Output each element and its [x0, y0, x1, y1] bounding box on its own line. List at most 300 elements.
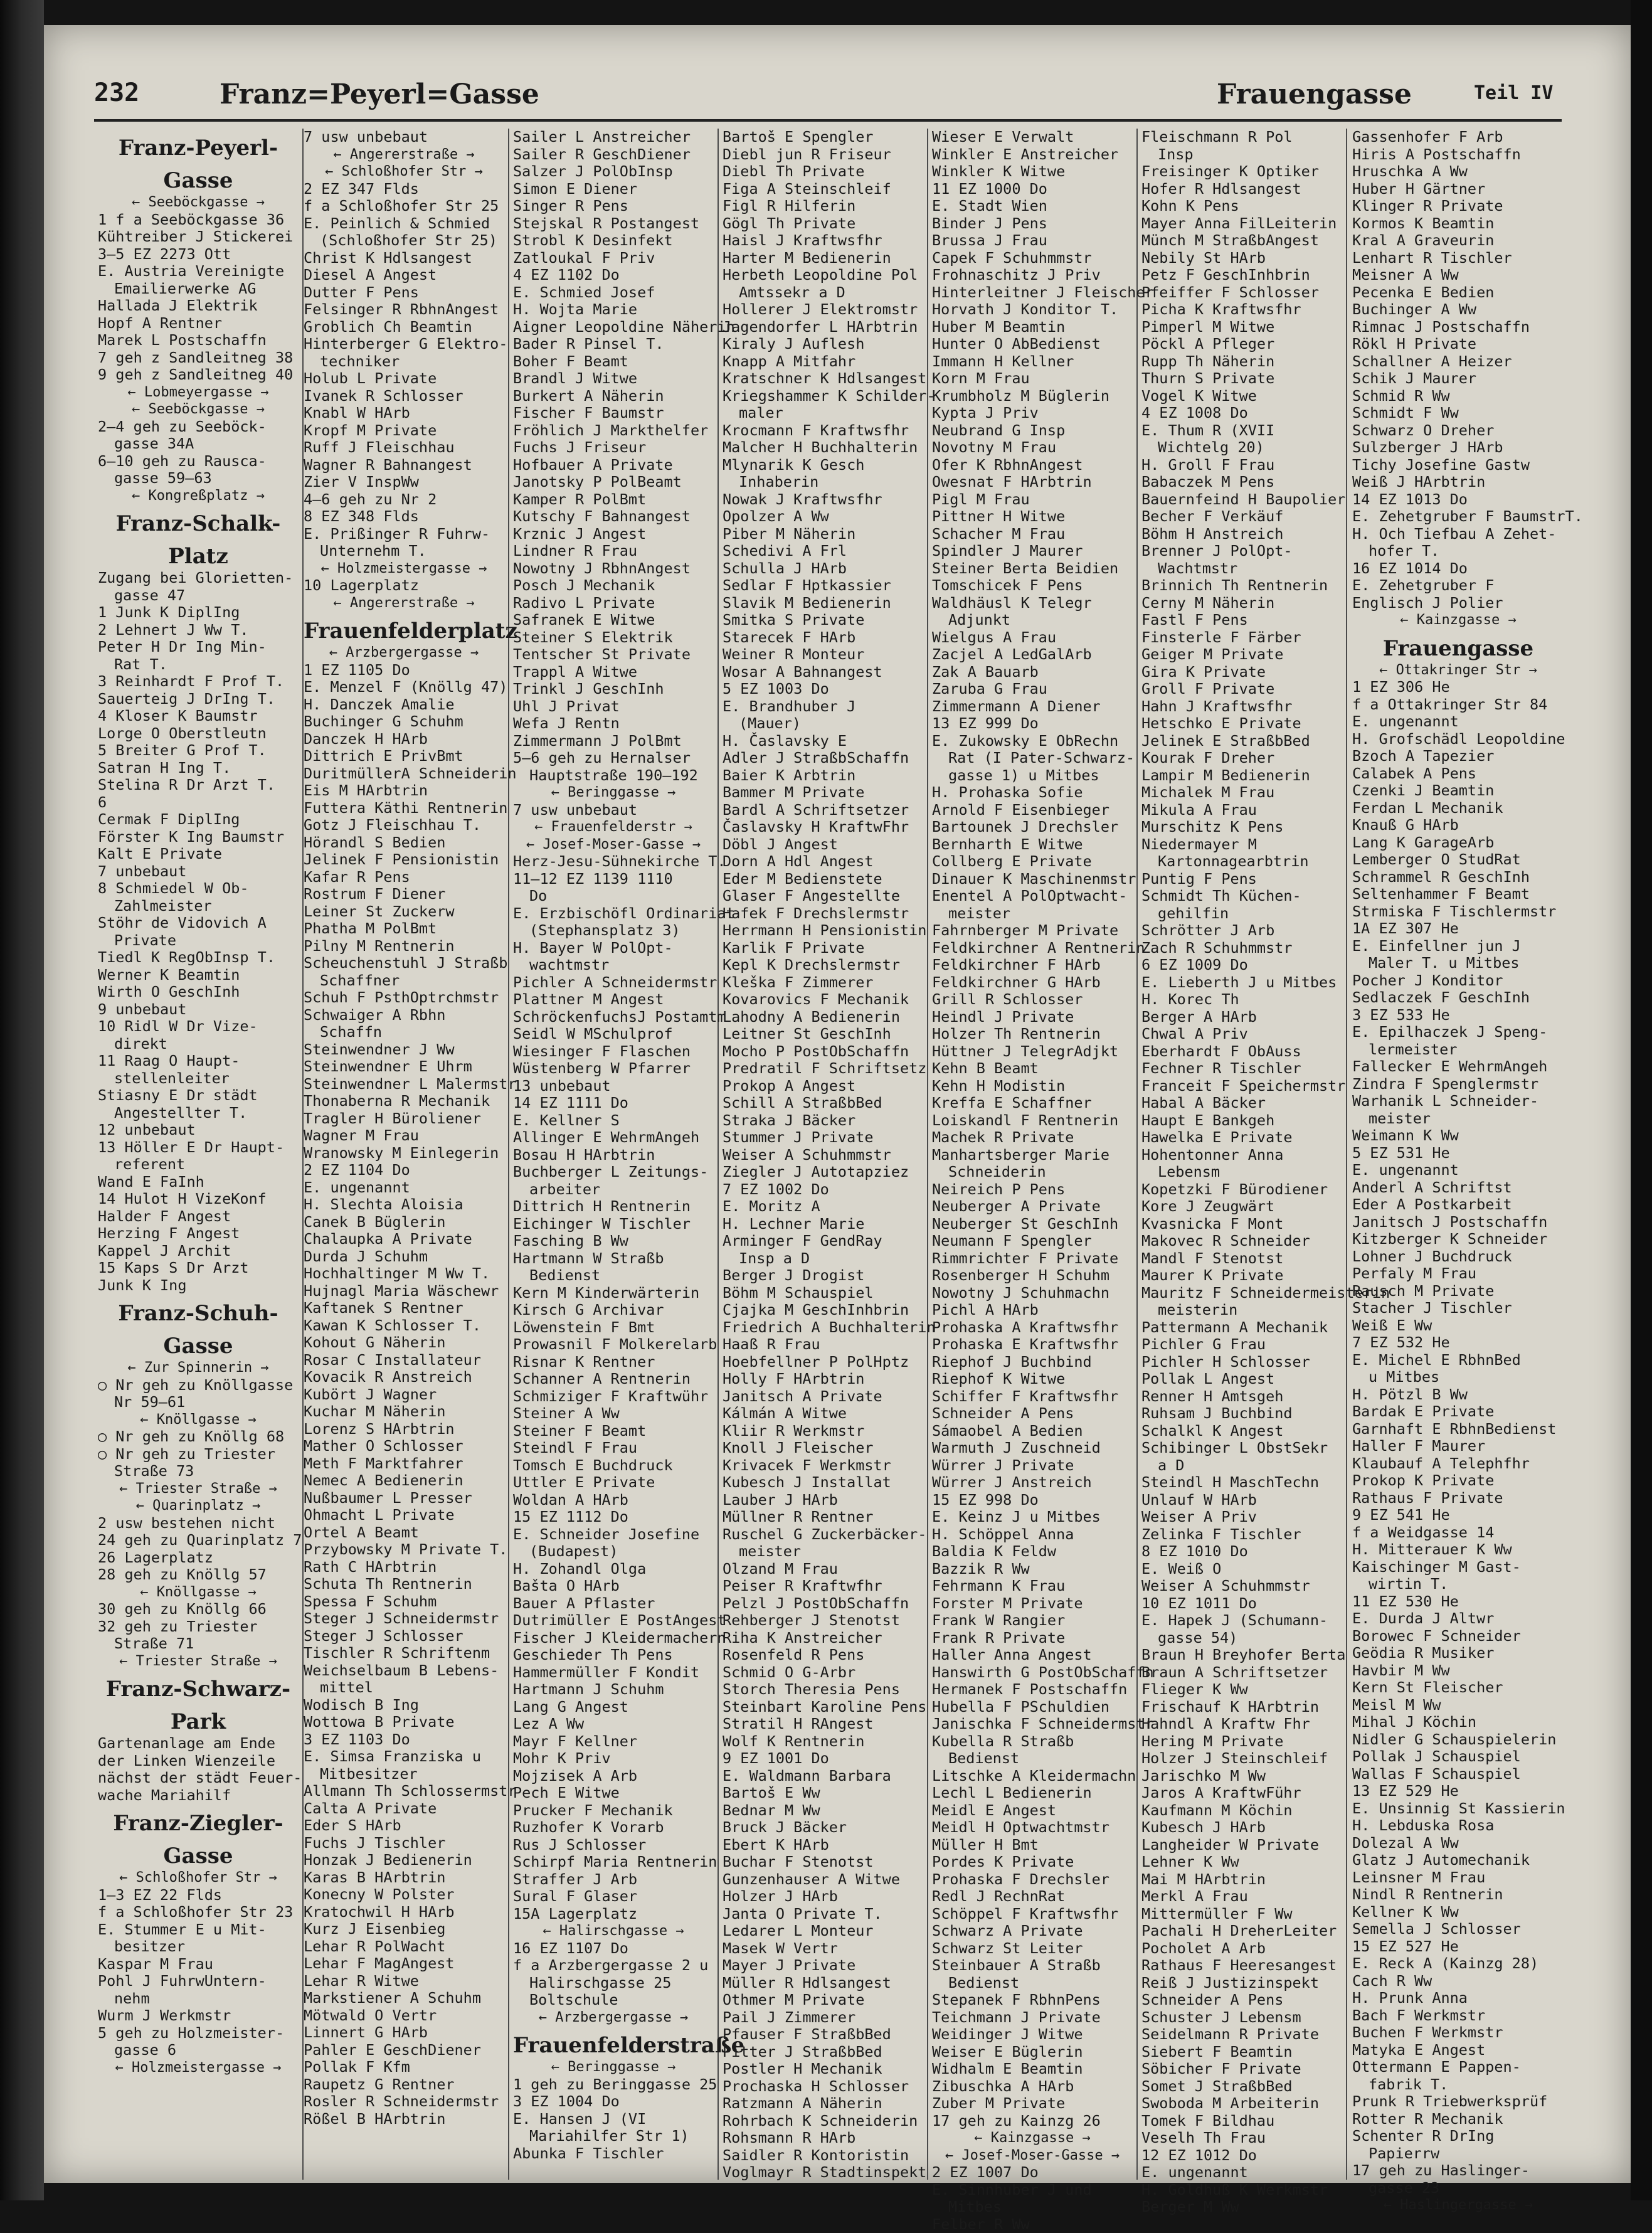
entry-line: Kiraly J Auflesh [723, 336, 923, 353]
entry-line: Kepl K Drechslermstr [723, 957, 923, 974]
entry-line: Pohl J FuhrwUntern- [98, 1973, 299, 1990]
entry-line: Lehner K Ww [1141, 1854, 1342, 1871]
entry-line: Ofer K RbhnAngest [932, 457, 1133, 474]
directory-column [1138, 129, 1347, 2180]
entry-line: Huber M Beamtin [932, 319, 1133, 336]
entry-line: Lehar R Witwe [304, 1973, 504, 1990]
entry-line: 8 Schmiedel W Ob- [98, 880, 299, 898]
entry-line: 30 geh zu Knöllg 66 [98, 1601, 299, 1618]
entry-line: Jaros A KraftwFühr [1141, 1785, 1342, 1802]
entry-line: Zibuschka A HArb [932, 2078, 1133, 2096]
entry-line: Piber M Näherin [723, 526, 923, 543]
entry-line: H. Časlavsky E [723, 733, 923, 750]
entry-line: Hermanek F Postschaffn [932, 1681, 1133, 1699]
entry-line: Zimmermann A Diener [932, 698, 1133, 716]
entry-line: Becher F Verkäuf [1141, 508, 1342, 526]
entry-line: Ottermann E Pappen- [1352, 2059, 1564, 2076]
entry-line: Eis M HArbtrin [304, 782, 504, 800]
entry-line: Sural F Glaser [513, 1888, 714, 1906]
entry-line: Karlik F Private [723, 940, 923, 957]
entry-line: Emailierwerke AG [98, 280, 299, 298]
entry-line: Puntig F Pens [1141, 871, 1342, 888]
cross-street: ← Schloßhofer Str → [304, 163, 504, 181]
entry-line: Tentscher St Private [513, 646, 714, 664]
entry-line: Steiner A Ww [513, 1405, 714, 1423]
entry-line: Inhaberin [723, 474, 923, 491]
entry-line: Owesnat F HArbtrin [932, 474, 1133, 491]
entry-line: Kreffa E Schaffner [932, 1095, 1133, 1112]
entry-line: Nowotny J RbhnAngest [513, 560, 714, 578]
entry-line: H. Lebduska Rosa [1352, 1817, 1564, 1835]
entry-line: Eder A Postkarbeit [1352, 1196, 1564, 1214]
entry-line: Zaruba G Frau [932, 681, 1133, 698]
entry-line: 10 EZ 1011 Do [1141, 1595, 1342, 1613]
entry-line: Kratochwil H HArb [304, 1904, 504, 1921]
entry-line: 4 EZ 1102 Do [513, 267, 714, 284]
entry-line: Schirpf Maria Rentnerin [513, 1854, 714, 1871]
entry-line: Mikula A Frau [1141, 802, 1342, 819]
entry-line: Lohner J Buchdruck [1352, 1248, 1564, 1266]
entry-line: 1A EZ 307 He [1352, 920, 1564, 938]
entry-line: Leiner St Zuckerw [304, 903, 504, 921]
entry-line: Haaß R Frau [723, 1336, 923, 1354]
entry-line: Unternehm T. [304, 543, 504, 560]
entry-line: Bruck J Bäcker [723, 1819, 923, 1837]
entry-line: Kohn K Pens [1141, 198, 1342, 215]
entry-line: Bzoch A Tapezier [1352, 748, 1564, 765]
entry-line: Pech E Witwe [513, 1785, 714, 1802]
entry-line: 7 EZ 532 He [1352, 1334, 1564, 1352]
entry-line: Amtssekr a D [723, 284, 923, 302]
entry-line: 2 EZ 347 Flds [304, 181, 504, 198]
entry-line: Finsterle F Färber [1141, 629, 1342, 647]
entry-line: Janotsky P PolBeamt [513, 474, 714, 491]
entry-line: E. Thum R (XVII [1141, 422, 1342, 440]
entry-line: Schenter R DrIng [1352, 2128, 1564, 2145]
entry-line: Schik J Maurer [1352, 370, 1564, 388]
entry-line: nehm [98, 1990, 299, 2008]
entry-line: Kleška F Zimmerer [723, 974, 923, 992]
entry-line: Janta O Private T. [723, 1906, 923, 1923]
street-heading: Gasse [98, 1333, 299, 1359]
entry-line: Bauer A Pflaster [513, 1595, 714, 1613]
entry-line: Manhartsberger Marie [932, 1147, 1133, 1164]
entry-line: Schrammel R GeschInh [1352, 869, 1564, 886]
entry-line: Nebily St HArb [1141, 250, 1342, 267]
entry-line: Prohaska E Kraftwsfhr [932, 1336, 1133, 1354]
entry-line: Steindl H MaschTechn [1141, 1474, 1342, 1492]
entry-line: Pitter J StraßbBed [723, 2044, 923, 2061]
entry-line: 2—4 geh zu Seeböck- [98, 418, 299, 436]
entry-line: u Mitbes [1352, 1369, 1564, 1386]
entry-line: E. Simsa Franziska u [304, 1748, 504, 1766]
entry-line: H. Zohandl Olga [513, 1561, 714, 1578]
entry-line: Rohrbach K Schneiderin [723, 2113, 923, 2130]
entry-line: Baier K Arbtrin [723, 767, 923, 785]
entry-line: 1 EZ 1105 Do [304, 662, 504, 679]
entry-line: Machek R Private [932, 1129, 1133, 1147]
entry-line: Wielgus A Frau [932, 629, 1133, 647]
entry-line: Bardl A Schriftsetzer [723, 802, 923, 819]
entry-line: Holzer Th Rentnerin [932, 1026, 1133, 1043]
entry-line: Berger M Ww [1141, 2199, 1342, 2216]
entry-line: 7 EZ 1002 Do [723, 1181, 923, 1199]
entry-line: 11 EZ 1000 Do [932, 181, 1133, 198]
entry-line: Kvasnicka F Mont [1141, 1216, 1342, 1233]
entry-line: Hiris A Postschaffn [1352, 146, 1564, 164]
entry-line: Michalek M Frau [1141, 784, 1342, 802]
entry-line: Gira K Private [1141, 664, 1342, 681]
entry-line: meister [723, 1543, 923, 1561]
entry-line: H. Goldhuß K Werkmstr [1141, 2182, 1342, 2199]
entry-line: Würrer J Anstreich [932, 1474, 1133, 1492]
entry-line: E. Kellner S [513, 1112, 714, 1130]
entry-line: Tragler H Büroliener [304, 1110, 504, 1128]
entry-line: Mitbes [932, 2199, 1133, 2216]
entry-line: Riephof K Witwe [932, 1371, 1133, 1388]
entry-line: Aigner Leopoldine Näherin [513, 319, 714, 336]
cross-street: ← Holzmeistergasse → [98, 2059, 299, 2077]
entry-line: 8 EZ 1010 Do [1141, 1543, 1342, 1561]
entry-line: Fuchs J Tischler [304, 1835, 504, 1852]
entry-line: Futtera Käthi Rentnerin [304, 800, 504, 817]
entry-line: E. Epilhaczek J Speng- [1352, 1024, 1564, 1041]
entry-line: Kore J Zeugwärt [1141, 1198, 1342, 1216]
entry-line: Lauber J HArb [723, 1492, 923, 1509]
entry-line: Stepanek F RbhnPens [932, 1992, 1133, 2009]
entry-line: Klaubauf A Telephfhr [1352, 1455, 1564, 1473]
entry-line: Stacher J Tischler [1352, 1300, 1564, 1317]
entry-line: Pecenka E Bedien [1352, 284, 1564, 302]
entry-line: Dutrimüller E PostAngest [513, 1612, 714, 1630]
entry-line: (Schloßhofer Str 25) [304, 232, 504, 250]
entry-line: 8 EZ 348 Flds [304, 508, 504, 526]
entry-line: Dolezal A Ww [1352, 1835, 1564, 1852]
entry-line: Pollak F Kfm [304, 2059, 504, 2076]
entry-line: Hujnagl Maria Wäschewr [304, 1283, 504, 1300]
entry-line: Burkert A Näherin [513, 388, 714, 405]
entry-line: gasse 1) u Mitbes [932, 767, 1133, 785]
entry-line: Prunk R Triebwerksprüf [1352, 2093, 1564, 2111]
entry-line: Kuchar M Näherin [304, 1403, 504, 1421]
entry-line: Ruff J Fleischhau [304, 439, 504, 457]
entry-line: Steinbauer A Straßb [932, 1957, 1133, 1975]
entry-line: Thonaberna R Mechanik [304, 1093, 504, 1110]
entry-line: Ivanek R Schlosser [304, 388, 504, 405]
entry-line: Stejskal R Postangest [513, 215, 714, 233]
entry-line: f a Ottakringer Str 84 [1352, 696, 1564, 714]
entry-line: Geschieder Th Pens [513, 1647, 714, 1664]
entry-line: Grill R Schlosser [932, 991, 1133, 1009]
entry-line: Buchen F Werkmstr [1352, 2024, 1564, 2042]
entry-line: Hörandl S Bedien [304, 834, 504, 852]
entry-line: Fallecker E WehrmAngeh [1352, 1058, 1564, 1076]
entry-line: Chalaupka A Private [304, 1231, 504, 1248]
entry-line: Herrmann H Pensionistin [723, 922, 923, 940]
entry-line: Mather O Schlosser [304, 1438, 504, 1455]
entry-line: Knapp A Mitfahr [723, 353, 923, 371]
entry-line: Kartonnagearbtrin [1141, 853, 1342, 871]
entry-line: Pail J Zimmerer [723, 2009, 923, 2027]
entry-line: Sailer R GeschDiener [513, 146, 714, 164]
entry-line: E. Stummer E u Mit- [98, 1921, 299, 1939]
entry-line: Kormos K Beamtin [1352, 215, 1564, 233]
entry-line: 15 Kaps S Dr Arzt [98, 1260, 299, 1277]
entry-line: Straße 71 [98, 1635, 299, 1653]
entry-line: Schmiziger F Kraftwühr [513, 1388, 714, 1406]
entry-line: Tomschicek F Pens [932, 577, 1133, 595]
entry-line: Murschitz K Pens [1141, 819, 1342, 836]
cross-street: ← Arzbergergasse → [513, 2009, 714, 2027]
entry-line: gasse 59—63 [98, 470, 299, 487]
entry-line: Kalt E Private [98, 846, 299, 863]
entry-line: Plattner M Angest [513, 991, 714, 1009]
entry-line: 3 EZ 1004 Do [513, 2093, 714, 2111]
entry-line: Bardak E Private [1352, 1403, 1564, 1421]
entry-line: Linnert G HArb [304, 2024, 504, 2042]
entry-line: Veselh Th Frau [1141, 2130, 1342, 2147]
entry-line: H. Bayer W PolOpt- [513, 940, 714, 957]
entry-line: 5—6 geh zu Hernalser [513, 750, 714, 767]
entry-line: 7 usw unbebaut [304, 129, 504, 146]
entry-line: Hüttner J TelegrAdjkt [932, 1043, 1133, 1061]
entry-line: Rathaus F Heeresangest [1141, 1957, 1342, 1975]
entry-line: Stratil H RAngest [723, 1716, 923, 1733]
entry-line: Masek W Vertr [723, 1940, 923, 1958]
entry-line: Schalkl K Angest [1141, 1423, 1342, 1440]
entry-line: Bartoš E Ww [723, 1785, 923, 1802]
entry-line: Kovarovics F Mechanik [723, 991, 923, 1009]
entry-line: 15 EZ 527 He [1352, 1938, 1564, 1956]
street-heading: Gasse [98, 1843, 299, 1869]
entry-line: Perfaly M Frau [1352, 1265, 1564, 1283]
entry-line: Tischler R Schriftenm [304, 1645, 504, 1662]
entry-line: Brandl J Witwe [513, 370, 714, 388]
entry-line: Neubrand G Insp [932, 422, 1133, 440]
entry-line: Hanswirth G PostObSchaffn [932, 1664, 1133, 1682]
entry-line: Würrer J Private [932, 1457, 1133, 1475]
entry-line: Pelzl J PostObSchaffn [723, 1595, 923, 1613]
part-label: Teil IV [1474, 82, 1553, 104]
entry-line: Safranek E Witwe [513, 612, 714, 629]
entry-line: 15A Lagerplatz [513, 1906, 714, 1923]
entry-line: Schrötter J Arb [1141, 922, 1342, 940]
cross-street: ← Schloßhofer Str → [98, 1869, 299, 1887]
entry-line: Schallner A Heizer [1352, 353, 1564, 371]
entry-line: E. Stadt Wien [932, 198, 1133, 215]
entry-line: Novotny M Frau [932, 439, 1133, 457]
entry-line: 26 Lagerplatz [98, 1549, 299, 1567]
entry-line: Bedienst [932, 1975, 1133, 1992]
entry-line: Hollerer J Elektromstr [723, 301, 923, 319]
entry-line: lermeister [1352, 1041, 1564, 1059]
entry-line: Weichselbaum B Lebens- [304, 1662, 504, 1680]
entry-line: Kopetzki F Bürodiener [1141, 1181, 1342, 1199]
entry-line: Schwarz St Leiter [932, 1940, 1133, 1958]
entry-line: Lindner R Frau [513, 543, 714, 560]
entry-line: Diebl jun R Friseur [723, 146, 923, 164]
entry-line: Schmidt Th Küchen- [1141, 888, 1342, 905]
entry-line: Zugang bei Glorietten- [98, 570, 299, 587]
entry-line: Krivacek F Werkmstr [723, 1457, 923, 1475]
entry-line: Cerny M Näherin [1141, 595, 1342, 612]
entry-line: Woldan A HArb [513, 1492, 714, 1509]
entry-line: Stummer J Private [723, 1129, 923, 1147]
entry-line: Pilny M Rentnerin [304, 938, 504, 955]
entry-line: Lez A Ww [513, 1716, 714, 1733]
entry-line: 13 unbebaut [513, 1078, 714, 1095]
entry-line: gasse 47 [98, 587, 299, 605]
entry-line: Schneider A Pens [932, 1405, 1133, 1423]
entry-line: 9 EZ 1001 Do [723, 1750, 923, 1768]
entry-line: Pöckl A Pfleger [1141, 336, 1342, 353]
entry-line: Lemberger O StudRat [1352, 851, 1564, 869]
entry-line: Waldhäusl K Telegr [932, 595, 1133, 612]
entry-line: E. Menzel F (Knöllg 47) [304, 679, 504, 696]
entry-line: 1 EZ 306 He [1352, 679, 1564, 696]
entry-line: Papierrw [1352, 2145, 1564, 2163]
entry-line: Fröhlich J Markthelfer [513, 422, 714, 440]
entry-line: Wosar A Bahnangest [723, 664, 923, 681]
entry-line: Kovacik R Anstreich [304, 1369, 504, 1386]
entry-line: Somet J StraßbBed [1141, 2078, 1342, 2096]
entry-line: Pigl M Frau [932, 491, 1133, 509]
entry-line: Othmer M Private [723, 1992, 923, 2009]
entry-line: Neumann F Spengler [932, 1233, 1133, 1250]
cross-street: ← Kongreßplatz → [98, 487, 299, 505]
entry-line: Löwenstein F Bmt [513, 1319, 714, 1337]
entry-line: Schulla J HArb [723, 560, 923, 578]
entry-line: Holzer J HArb [723, 1888, 923, 1906]
entry-line: Immann H Kellner [932, 353, 1133, 371]
cross-street: ← Zur Spinnerin → [98, 1359, 299, 1377]
entry-line: Steinwendner E Uhrm [304, 1058, 504, 1076]
entry-line: Schaffn [304, 1024, 504, 1041]
entry-line: Ortel A Beamt [304, 1524, 504, 1542]
entry-line: Steinwendner J Ww [304, 1041, 504, 1059]
entry-line: Saidler R Kontoristin [723, 2147, 923, 2165]
entry-line: Salzer J PolObInsp [513, 163, 714, 181]
entry-line: Nowak J Kraftwsfhr [723, 491, 923, 509]
entry-line: 32 geh zu Triester [98, 1618, 299, 1636]
directory-column [300, 129, 509, 2180]
entry-line: Ziegler J Autotapziez [723, 1164, 923, 1181]
entry-line: H. Prohaska Sofie [932, 784, 1133, 802]
entry-line: Jagendorfer L HArbtrin [723, 319, 923, 336]
entry-line: ○ Nr geh zu Knöllgasse [98, 1377, 299, 1394]
entry-line: Konecny W Polster [304, 1886, 504, 1904]
entry-line: Kamper R PolBmt [513, 491, 714, 509]
cross-street: ← Quarinplatz → [98, 1497, 299, 1515]
entry-line: Meth F Marktfahrer [304, 1455, 504, 1473]
entry-line: Schöppel F Kraftwsfhr [932, 1906, 1133, 1923]
entry-line: gasse 6 [98, 2042, 299, 2059]
entry-line: E. Michel E RbhnBed [1352, 1352, 1564, 1369]
entry-line: Klinger R Private [1352, 198, 1564, 215]
entry-line: arbeiter [513, 1181, 714, 1199]
entry-line: 13 EZ 999 Do [932, 715, 1133, 733]
entry-line: Pfeiffer F Schlosser [1141, 284, 1342, 302]
entry-line: Wranowsky M Einlegerin [304, 1145, 504, 1162]
entry-line: Private [98, 932, 299, 950]
entry-line: Fischer F Baumstr [513, 405, 714, 422]
entry-line: 12 EZ 1012 Do [1141, 2147, 1342, 2165]
entry-line: Hochhaltinger M Ww T. [304, 1265, 504, 1283]
entry-line: Danczek H HArb [304, 731, 504, 748]
entry-line: Weiß J HArbtrin [1352, 474, 1564, 491]
entry-line: Scheuchenstuhl J Straßb [304, 955, 504, 972]
entry-line: Nowotny J Schuhmachn [932, 1285, 1133, 1302]
entry-line: Felsinger R RbhnAngest [304, 301, 504, 319]
entry-line: Prohaska A Kraftwsfhr [932, 1319, 1133, 1337]
entry-line: Maurer K Private [1141, 1267, 1342, 1285]
entry-line: Förster K Ing Baumstr [98, 829, 299, 846]
entry-line: Stiasny E Dr städt [98, 1087, 299, 1105]
entry-line: Wirth O GeschInh [98, 984, 299, 1001]
entry-line: Rotter R Mechanik [1352, 2111, 1564, 2128]
entry-line: Geödia R Musiker [1352, 1645, 1564, 1662]
entry-line: Widhalm E Beamtin [932, 2061, 1133, 2078]
street-heading: Franz-Ziegler- [98, 1810, 299, 1837]
entry-line: Brenner J PolOpt- [1141, 543, 1342, 560]
entry-line: Przybowsky M Private T. [304, 1541, 504, 1559]
entry-line: Hofbauer A Private [513, 457, 714, 474]
entry-line: Holly F HArbtrin [723, 1371, 923, 1388]
entry-line: H. Korec Th [1141, 991, 1342, 1009]
entry-line: 5 Breiter G Prof T. [98, 742, 299, 760]
entry-line: Chwal A Priv [1141, 1026, 1342, 1043]
entry-line: Bosau H HArbtrin [513, 1147, 714, 1164]
entry-line: Geiger M Private [1141, 646, 1342, 664]
entry-line: Kohout G Näherin [304, 1334, 504, 1352]
cross-street: ← Triester Straße → [98, 1653, 299, 1670]
entry-line: Semella J Schlosser [1352, 1921, 1564, 1938]
entry-line: Brinnich Th Rentnerin [1141, 577, 1342, 595]
entry-line: Haisl J Kraftwsfhr [723, 232, 923, 250]
entry-line: 6 EZ 1009 Do [1141, 957, 1342, 974]
entry-line: Rößel B HArbtrin [304, 2111, 504, 2128]
entry-line: Havbir M Ww [1352, 1662, 1564, 1680]
cross-street: ← Josef-Moser-Gasse → [513, 836, 714, 854]
entry-line: Zimmermann J PolBmt [513, 733, 714, 750]
entry-line: Haupt E Bankgeh [1141, 1112, 1342, 1130]
entry-line: Pichl A HArb [932, 1302, 1133, 1319]
entry-line: Ruschel G Zuckerbäcker- [723, 1526, 923, 1544]
entry-line: Storch Theresia Pens [723, 1681, 923, 1699]
entry-line: H. Groll F Frau [1141, 457, 1342, 474]
entry-line: 16 EZ 1107 Do [513, 1940, 714, 1958]
entry-line: 1 f a Seeböckgasse 36 [98, 211, 299, 229]
entry-line: Trappl A Witwe [513, 664, 714, 681]
entry-line: Peter H Dr Ing Min- [98, 639, 299, 656]
entry-line: Weimann K Ww [1352, 1127, 1564, 1145]
entry-line: Zak A Bauarb [932, 664, 1133, 681]
entry-line: 15 EZ 998 Do [932, 1492, 1133, 1509]
entry-line: Kirsch G Archivar [513, 1302, 714, 1319]
entry-line: Straße 73 [98, 1463, 299, 1480]
entry-line: Ferdan L Mechanik [1352, 800, 1564, 817]
entry-line: Wefa J Rentn [513, 715, 714, 733]
entry-line: hofer T. [1352, 543, 1564, 560]
entry-line: Kubesch J Installat [723, 1474, 923, 1492]
entry-line: (Mauer) [723, 715, 923, 733]
entry-line: Rat (I Pater-Schwarz- [932, 750, 1133, 767]
entry-line: Uttler E Private [513, 1474, 714, 1492]
entry-line: Teichmann J Private [932, 2009, 1133, 2027]
entry-line: direkt [98, 1036, 299, 1053]
entry-line: Mai M HArbtrin [1141, 1871, 1342, 1889]
cross-street: ← Triester Straße → [98, 1480, 299, 1498]
